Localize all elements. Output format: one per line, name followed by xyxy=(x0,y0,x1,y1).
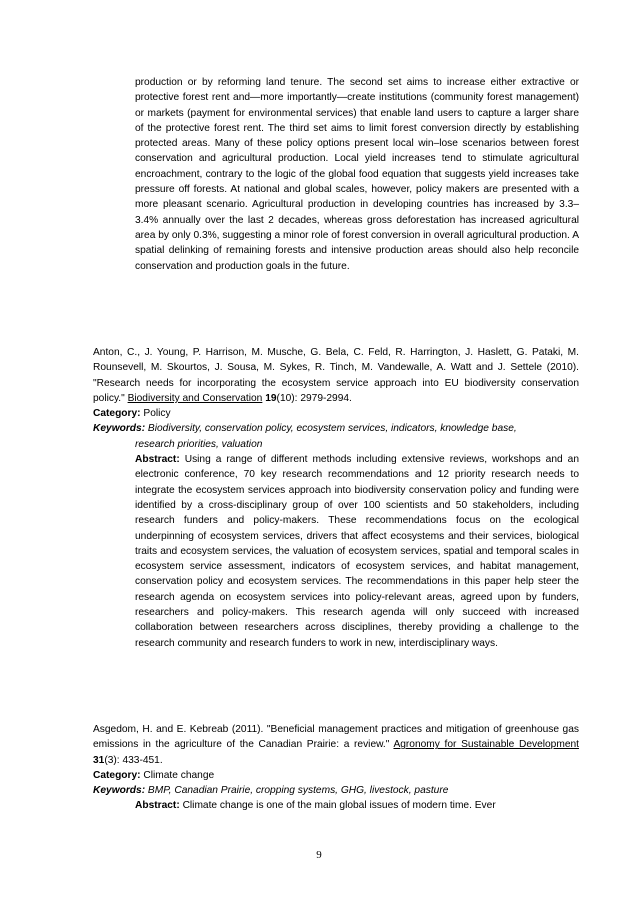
keywords-line xyxy=(93,783,579,798)
issue-pages: (3): 433-451. xyxy=(104,754,163,766)
bibliography-entry xyxy=(93,345,579,651)
citation xyxy=(93,722,579,768)
bibliography-entry xyxy=(93,722,579,814)
category-value: Policy xyxy=(140,408,171,420)
category-value: Climate change xyxy=(140,769,215,781)
keywords-value: BMP, Canadian Prairie, cropping systems, GHG, livestock, pasture xyxy=(145,785,449,797)
page-number: 9 xyxy=(316,849,322,861)
journal-link[interactable]: Agronomy for Sustainable Development xyxy=(393,739,579,751)
category-line xyxy=(93,768,579,783)
volume: 19 xyxy=(265,392,277,404)
keywords-line xyxy=(93,421,579,436)
abstract xyxy=(93,452,579,651)
keywords-line-continued: research priorities, valuation xyxy=(135,438,263,450)
abstract-continuation-text: production or by reforming land tenure. The second set aims to increase either extractive or protective forest rent and—more importantly—create institutions (community forest management) or markets (payment for environmental services) that enable land users to capture a larger share of the protective forest rent. The third set aims to limit forest conversion directly by establishing protected areas. Many of these policy options present local win–lose scenarios between forest conservation and agricultural production. Local yield increases tend to stimulate agricultural encroachment, contrary to the logic of the global food equation that suggests yield increases take pressure off forests. At national and global scales, however, policy makers are presented with a more pleasant scenario. Agricultural production in developing countries has increased by 3.3–3.4% annually over the last 2 decades, whereas gross deforestation has increased agricultural area by only 0.3%, suggesting a minor role of forest conversion in overall agricultural production. A spatial delinking of remaining forests and intensive production areas should also help reconcile conservation and production goals in the future. xyxy=(135,77,579,272)
abstract-label: Abstract: xyxy=(135,454,180,466)
abstract-text: Using a range of different methods including extensive reviews, workshops and an electronic conference, 70 key research recommendations and 12 priority research needs to integrate the ecosystem services approach into biodiversity conservation policy and funding were identified by a cross-disciplinary group of over 100 scientists and 50 stakeholders, including research funders and policy-makers. These recommendations focus on the ecological underpinning of ecosystem services, drivers that affect ecosystems and their services, biological traits and ecosystem services, the valuation of ecosystem services, spatial and temporal scales in ecosystem service assessment, indicators of ecosystem services, and habitat management, conservation policy and ecosystem services. The recommendations in this paper help steer the research agenda on ecosystem services into policy-relevant areas, agreed upon by funders, researchers and policy-makers. This research agenda will only succeed with increased collaboration between researchers across disciplines, thereby providing a challenge to the research community and research funders to work in new, interdisciplinary ways. xyxy=(135,454,579,649)
category-label: Category: xyxy=(93,769,141,781)
citation-text: Anton, C., J. Young, P. Harrison, M. Musche, G. Bela, C. Feld, R. Harrington, J. Haslett, G. Pataki, M. Rounsevell, M. Skourtos, J. Sousa, M. Sykes, R. Tinch, M. Vandewalle, A. Watt and J. Settele (2010). "Research needs for incorporating the ecosystem service approach into EU biodiversity conservation policy." xyxy=(93,347,579,404)
citation xyxy=(93,345,579,406)
abstract-text: Climate change is one of the main global issues of modern time. Ever xyxy=(179,800,496,812)
abstract-continuation xyxy=(135,75,579,274)
abstract-label: Abstract: xyxy=(135,800,180,812)
volume: 31 xyxy=(93,754,105,766)
abstract xyxy=(93,798,579,813)
keywords-label: Keywords: xyxy=(93,785,146,797)
citation-text: Asgedom, H. and E. Kebreab (2011). "Beneficial management practices and mitigation of greenhouse gas emissions in the agriculture of the Canadian Prairie: a review." xyxy=(93,724,579,751)
category-line xyxy=(93,406,579,421)
category-label: Category: xyxy=(93,408,141,420)
keywords-value: Biodiversity, conservation policy, ecosystem services, indicators, knowledge base, xyxy=(145,423,517,435)
keywords-label: Keywords: xyxy=(93,423,146,435)
journal-link[interactable]: Biodiversity and Conservation xyxy=(127,392,263,404)
issue-pages: (10): 2979-2994. xyxy=(276,392,352,404)
